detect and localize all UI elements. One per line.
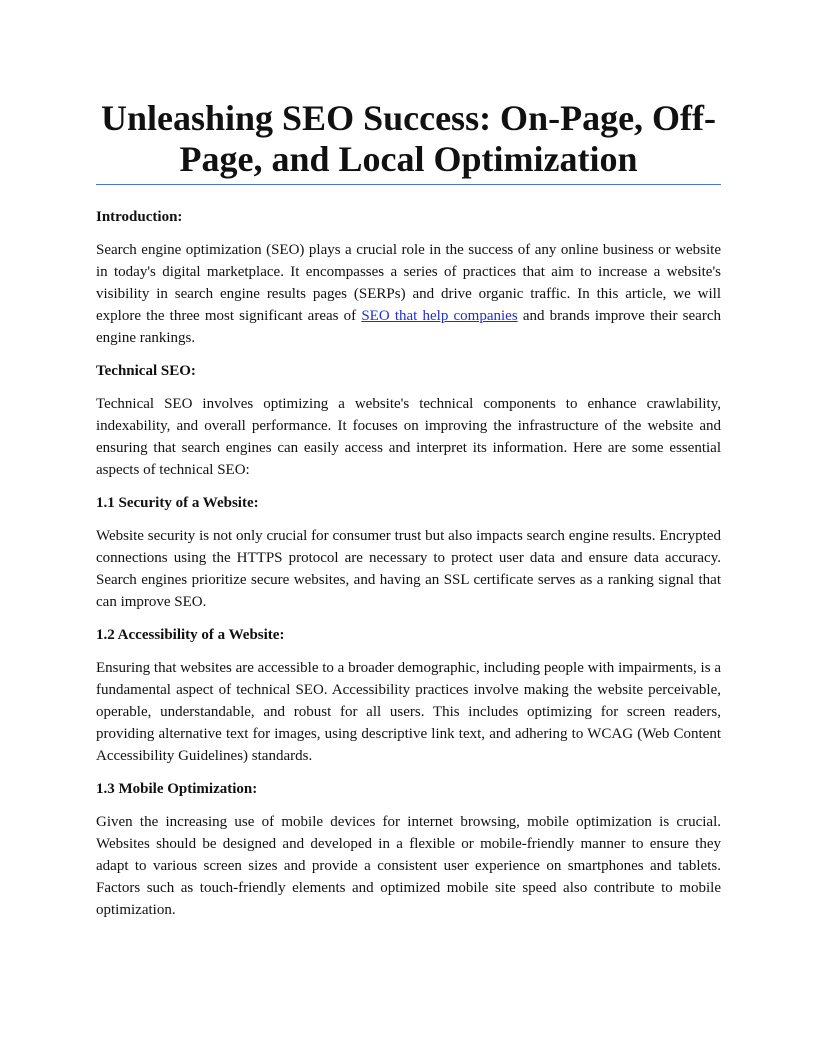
section-technical-seo: [96, 361, 721, 481]
paragraph-introduction: [96, 239, 721, 349]
section-heading-technical-seo: Technical SEO:: [96, 363, 196, 379]
title-divider: [96, 184, 721, 185]
seo-companies-link[interactable]: SEO that help companies: [361, 308, 518, 324]
intro-text-after-link: and brands improve their search engine rankings.: [96, 308, 721, 346]
paragraph-mobile-optimization: Given the increasing use of mobile devices for internet browsing, mobile optimization is crucial. Websites should be designed and developed in a flexible or mobile-friendly manner to ensure they adapt to various screen sizes and provide a consistent user experience on smartphones and tablets. Factors such as touch-friendly elements and optimized mobile site speed also contribute to mobile optimization.: [96, 814, 721, 918]
paragraph-accessibility: Ensuring that websites are accessible to a broader demographic, including people with impairments, is a fundamental aspect of technical SEO. Accessibility practices involve making the website perceivable, operable, understandable, and robust for all users. This includes optimizing for screen readers, providing alternative text for images, using descriptive link text, and adhering to WCAG (Web Content Accessibility Guidelines) standards.: [96, 660, 721, 764]
section-introduction: [96, 207, 721, 349]
page-title: Unleashing SEO Success: On-Page, Off-Page, and Local Optimization: [100, 98, 717, 179]
paragraph-technical-seo: Technical SEO involves optimizing a website's technical components to enhance crawlability, indexability, and overall performance. It focuses on improving the infrastructure of the website and ensuring that search engines can easily access and interpret its information. Here are some essential aspects of technical SEO:: [96, 396, 721, 478]
document-page: [96, 98, 721, 933]
intro-text-before-link: Search engine optimization (SEO) plays a crucial role in the success of any online business or website in today's digital marketplace. It encompasses a series of practices that aim to increase a website's visibility in search engine results pages (SERPs) and drive organic traffic. In this article, we will explore the three most significant areas of: [96, 242, 721, 324]
section-mobile-optimization: [96, 779, 721, 921]
section-heading-introduction: Introduction:: [96, 209, 183, 225]
section-accessibility: [96, 625, 721, 767]
section-heading-accessibility: 1.2 Accessibility of a Website:: [96, 627, 285, 643]
section-security: [96, 493, 721, 613]
section-heading-security: 1.1 Security of a Website:: [96, 495, 259, 511]
paragraph-security: Website security is not only crucial for consumer trust but also impacts search engine results. Encrypted connections using the HTTPS protocol are necessary to protect user data and ensure data accuracy. Search engines prioritize secure websites, and having an SSL certificate serves as a ranking signal that can improve SEO.: [96, 528, 721, 610]
section-heading-mobile-optimization: 1.3 Mobile Optimization:: [96, 781, 258, 797]
